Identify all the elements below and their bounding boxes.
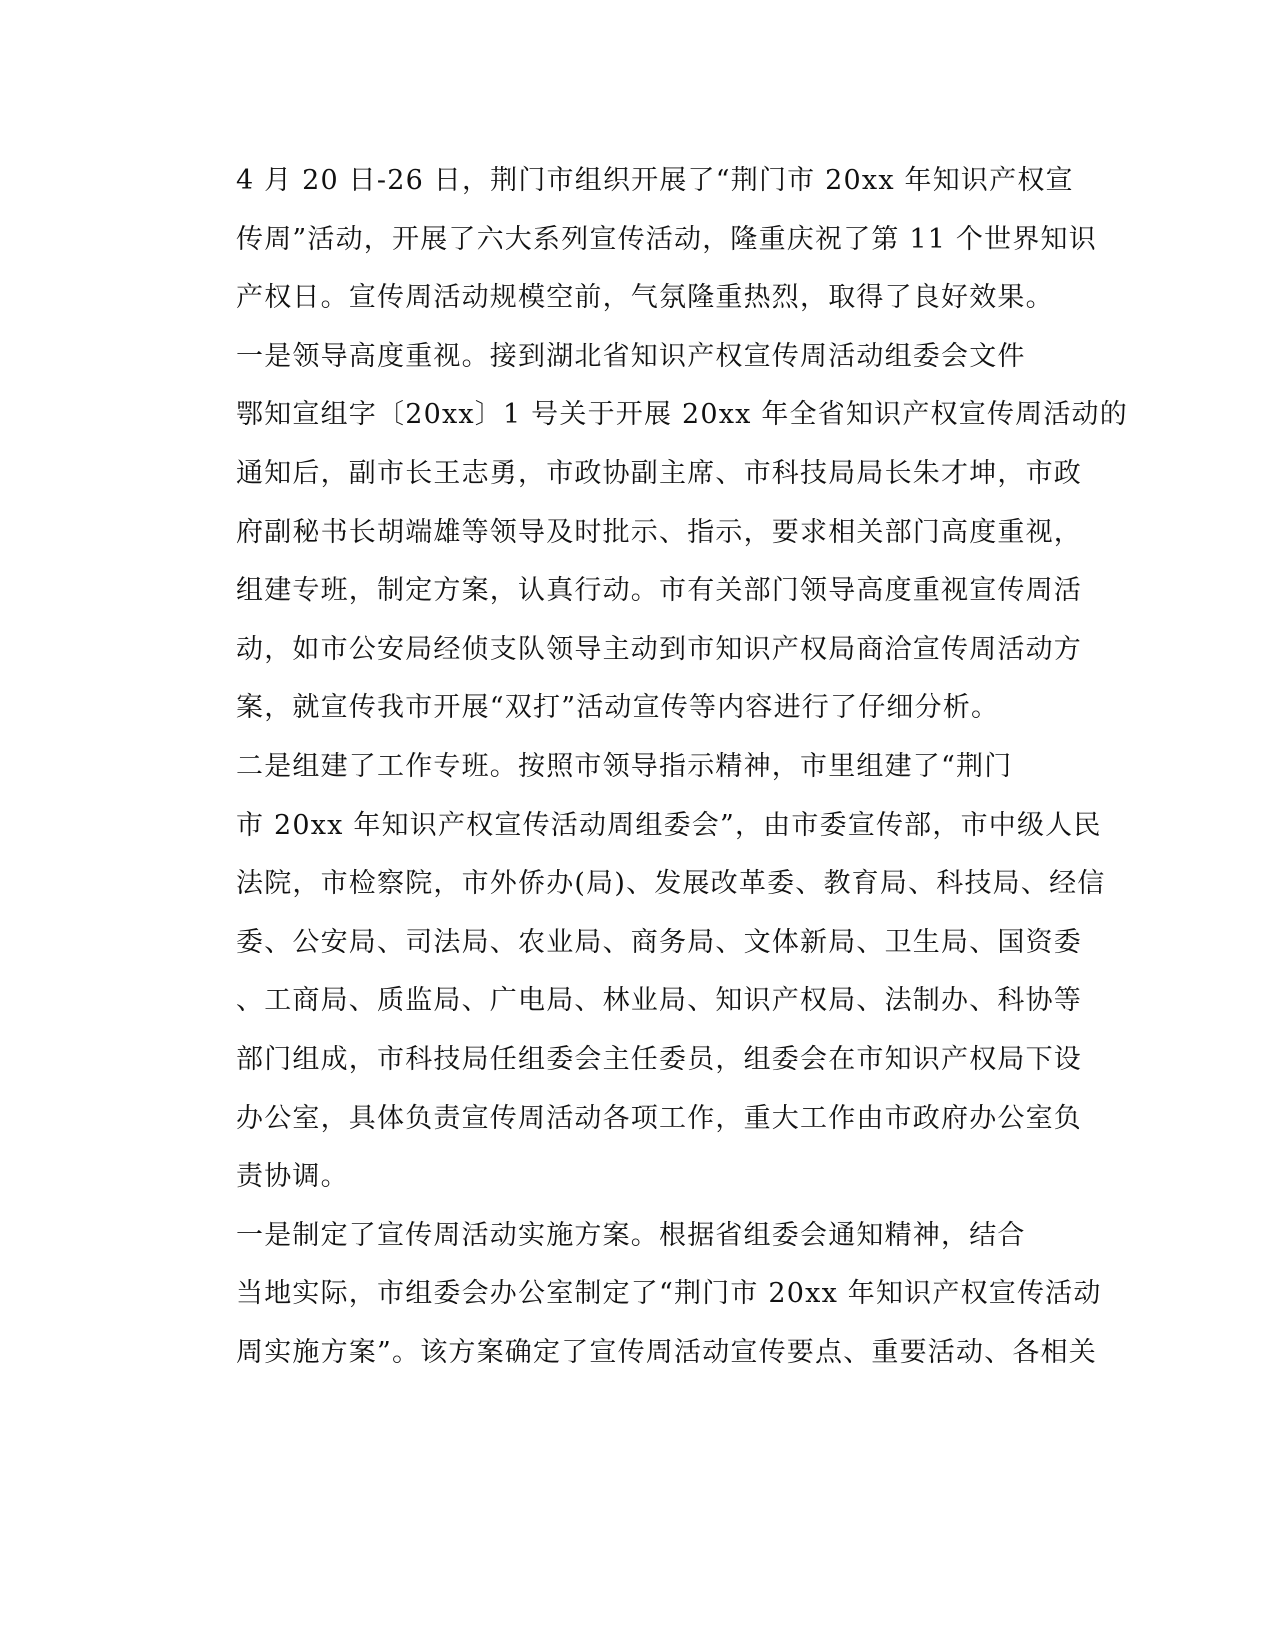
text-line: 一是制定了宣传周活动实施方案。根据省组委会通知精神，结合 xyxy=(236,1219,1026,1251)
text-line: 责协调。 xyxy=(236,1161,349,1193)
text-line: 一是领导高度重视。接到湖北省知识产权宣传周活动组委会文件 xyxy=(236,340,1026,372)
text-line: 办公室，具体负责宣传周活动各项工作，重大工作由市政府办公室负 xyxy=(236,1102,1082,1134)
text-line: 组建专班，制定方案，认真行动。市有关部门领导高度重视宣传周活 xyxy=(236,575,1082,607)
text-line: 当地实际，市组委会办公室制定了“荆门市 20xx 年知识产权宣传活动 xyxy=(236,1278,1102,1310)
text-line: 鄂知宣组字〔20xx〕1 号关于开展 20xx 年全省知识产权宣传周活动的 xyxy=(236,399,1128,431)
text-line: 产权日。宣传周活动规模空前，气氛隆重热烈，取得了良好效果。 xyxy=(236,282,1054,314)
text-line: 二是组建了工作专班。按照市领导指示精神，市里组建了“荆门 xyxy=(236,750,1013,782)
text-line: 法院，市检察院，市外侨办(局)、发展改革委、教育局、科技局、经信 xyxy=(236,868,1106,900)
paragraph-plan xyxy=(182,1207,1102,1383)
paragraph-intro xyxy=(182,152,1097,328)
paragraph-work-team xyxy=(182,738,1106,1207)
text-line: 动，如市公安局经侦支队领导主动到市知识产权局商洽宣传周活动方 xyxy=(236,633,1082,665)
text-line: 、工商局、质监局、广电局、林业局、知识产权局、法制办、科协等 xyxy=(236,985,1082,1017)
text-line: 市 20xx 年知识产权宣传活动周组委会”，由市委宣传部，市中级人民 xyxy=(236,809,1102,841)
text-line: 4 月 20 日-26 日，荆门市组织开展了“荆门市 20xx 年知识产权宣 xyxy=(236,165,1074,196)
text-line: 通知后，副市长王志勇，市政协副主席、市科技局局长朱才坤，市政 xyxy=(236,457,1082,489)
text-line: 府副秘书长胡端雄等领导及时批示、指示，要求相关部门高度重视， xyxy=(236,516,1082,548)
text-line: 传周”活动，开展了六大系列宣传活动，隆重庆祝了第 11 个世界知识 xyxy=(236,223,1097,255)
text-line: 部门组成，市科技局任组委会主任委员，组委会在市知识产权局下设 xyxy=(236,1043,1082,1075)
text-line: 案，就宣传我市开展“双打”活动宣传等内容进行了仔细分析。 xyxy=(236,692,1000,724)
document-body xyxy=(182,152,1128,1382)
text-line: 委、公安局、司法局、农业局、商务局、文体新局、卫生局、国资委 xyxy=(236,926,1082,958)
text-line: 周实施方案”。该方案确定了宣传周活动宣传要点、重要活动、各相关 xyxy=(236,1336,1098,1368)
paragraph-leadership xyxy=(182,328,1128,738)
